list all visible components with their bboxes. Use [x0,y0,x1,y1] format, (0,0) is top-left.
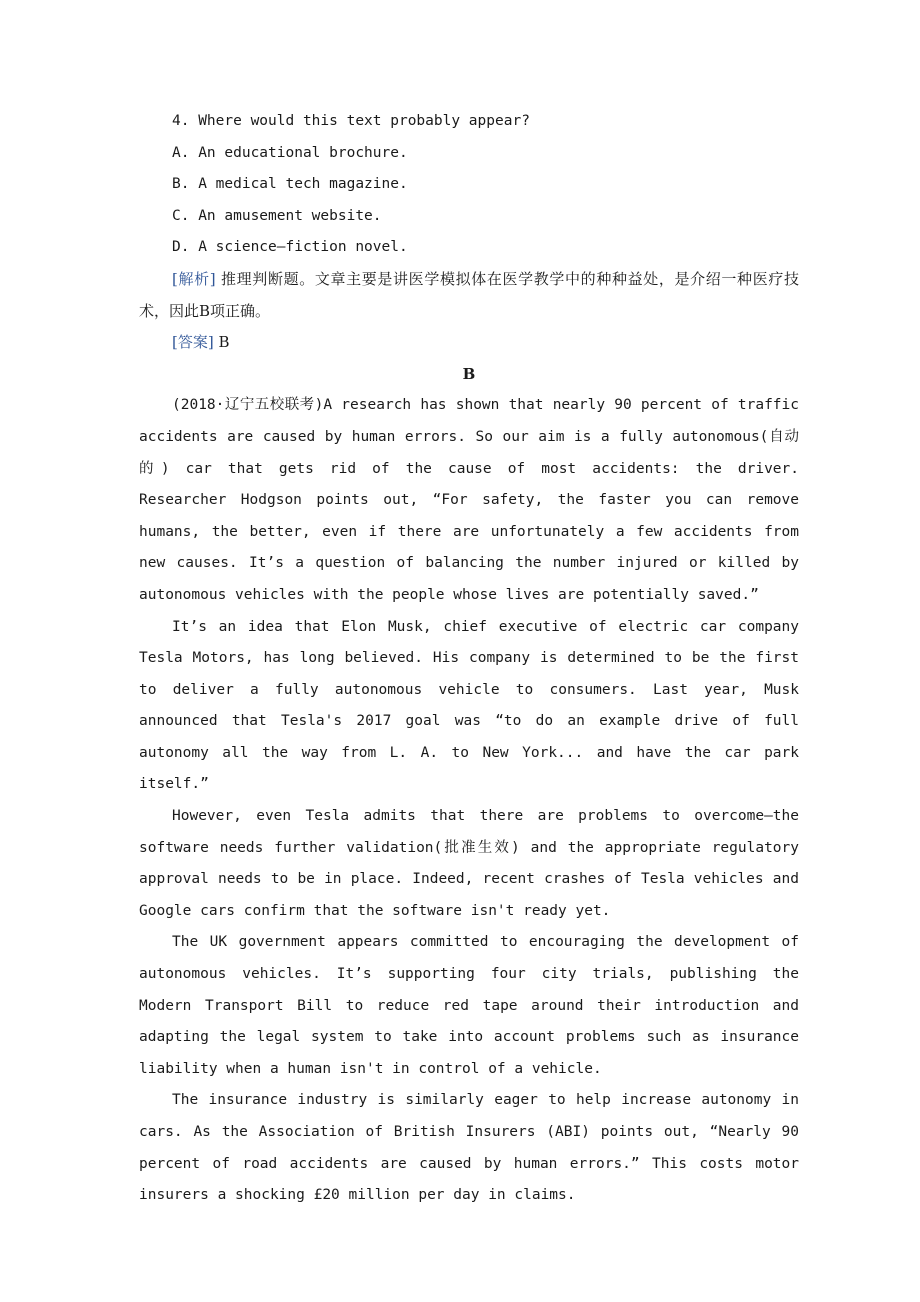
analysis-block [139,264,799,327]
passage-paragraph-5: The insurance industry is similarly eager to help increase autonomy in cars. As the Association of British Insurers (ABI) points out, “Nearly 90 percent of road accidents are caused by human errors.” This costs motor insurers a shocking £20 million per day in claims. [139,1092,799,1204]
option-a: A. An educational brochure. [172,144,408,161]
answer-block [139,327,799,359]
option-d: D. A science—fiction novel. [172,239,408,256]
option-c: C. An amusement website. [172,207,382,224]
option-b: B. A medical tech magazine. [172,176,408,193]
question-stem: 4. Where would this text probably appear? [172,113,530,129]
analysis-text: 推理判断题。文章主要是讲医学模拟体在医学教学中的种种益处，是介绍一种医疗技术，因此B项正确。 [139,269,799,320]
document-page [139,106,799,1212]
passage-paragraph-1: (2018·辽宁五校联考)A research has shown that nearly 90 percent of traffic accidents are caused by human errors. So our aim is a fully autonomous(自动的) car that gets rid of the cause of most accidents: the driver. Researcher Hodgson points out, “For safety, the faster you can remove humans, the better, even if there are unfortunately a few accidents from new causes. It’s a question of balancing the number injured or killed by autonomous vehicles with the people whose lives are potentially saved.” [139,397,799,603]
passage-paragraph-2: It’s an idea that Elon Musk, chief executive of electric car company Tesla Motors, has long believed. His company is determined to be the first to deliver a fully autonomous vehicle to consumers. Last year, Musk announced that Tesla's 2017 goal was “to do an example drive of full autonomy all the way from L. A. to New York... and have the car park itself.” [139,618,799,793]
analysis-tag: [解析] [172,269,216,288]
section-title: B [462,364,476,383]
answer-tag: [答案] [172,333,214,352]
answer-value: B [218,333,230,352]
passage-paragraph-4: The UK government appears committed to encouraging the development of autonomous vehicles. It’s supporting four city trials, publishing the Modern Transport Bill to reduce red tape around their introduction and adapting the legal system to take into account problems such as insurance liability when a human isn't in control of a vehicle. [139,934,799,1077]
passage-paragraph-3: However, even Tesla admits that there are problems to overcome—the software needs further validation(批准生效) and the appropriate regulatory approval needs to be in place. Indeed, recent crashes of Tesla vehicles and Google cars confirm that the software isn't ready yet. [139,808,799,919]
